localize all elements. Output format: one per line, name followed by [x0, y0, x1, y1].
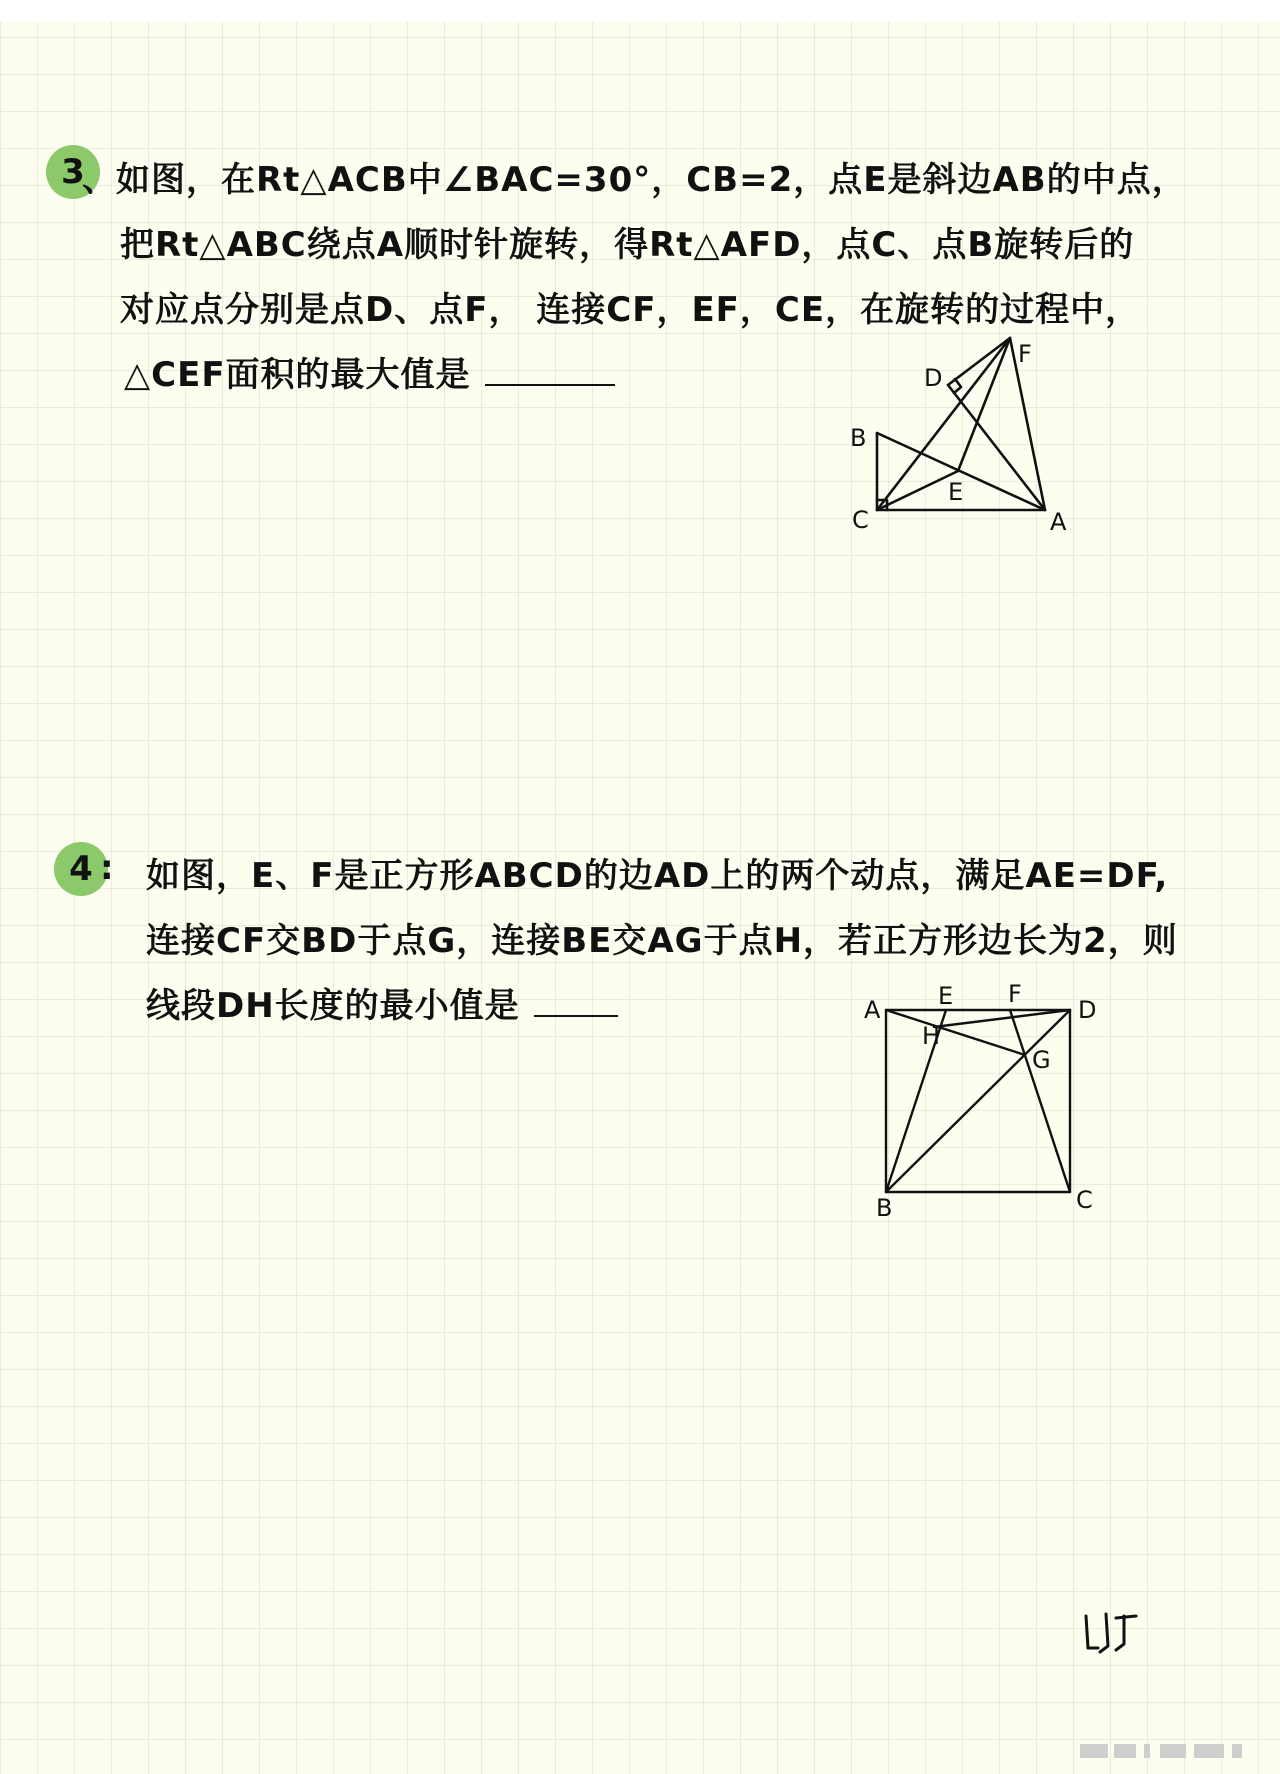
label-f: F	[1008, 980, 1022, 1008]
problem-number: 4	[69, 849, 93, 889]
figure-triangle-rotation	[840, 330, 1100, 560]
problem-number: 3	[61, 152, 85, 192]
problem-text-end: △CEF面积的最大值是	[124, 355, 471, 395]
label-e: E	[938, 982, 954, 1010]
page-top-edge	[0, 0, 1280, 22]
scan-artifact	[1114, 1744, 1136, 1758]
number-separator: 、	[82, 160, 116, 200]
label-a: A	[864, 996, 881, 1024]
label-d: D	[924, 364, 943, 392]
scan-artifact	[1232, 1744, 1242, 1758]
answer-blank[interactable]	[485, 382, 615, 386]
problem-text-line	[146, 978, 618, 1027]
label-f: F	[1018, 340, 1032, 368]
signature-mark-icon	[1080, 1608, 1144, 1658]
problem-text-end: 线段DH长度的最小值是	[146, 986, 520, 1026]
problem-text-line: 把Rt△ABC绕点A顺时针旋转，得Rt△AFD，点C、点B旋转后的	[120, 225, 1135, 265]
label-h: H	[922, 1022, 941, 1050]
problem-text-line: 对应点分别是点D、点F， 连接CF，EF，CE，在旋转的过程中，	[120, 290, 1141, 330]
problem-text-line: 连接CF交BD于点G，连接BE交AG于点H，若正方形边长为2，则	[146, 921, 1178, 961]
scan-artifact	[1160, 1744, 1186, 1758]
label-b: B	[876, 1194, 893, 1222]
segment-ag	[886, 1010, 1025, 1055]
label-d: D	[1078, 996, 1097, 1024]
segment-ce	[877, 471, 958, 510]
label-a: A	[1050, 508, 1067, 536]
label-e: E	[948, 478, 964, 506]
segment-bd	[886, 1010, 1070, 1192]
scan-artifact	[1194, 1744, 1224, 1758]
problem-text-line: 如图，E、F是正方形ABCD的边AD上的两个动点，满足AE=DF,	[146, 856, 1169, 896]
label-b: B	[850, 424, 867, 452]
problem-text-line: 如图，在Rt△ACB中∠BAC=30°，CB=2，点E是斜边AB的中点，	[116, 160, 1187, 200]
answer-blank[interactable]	[534, 1013, 618, 1017]
right-angle-d	[954, 379, 961, 393]
figure-square-abcd	[860, 980, 1120, 1220]
scan-artifact	[1080, 1744, 1108, 1758]
label-c: C	[1076, 1186, 1093, 1214]
segment-cf	[1010, 1010, 1070, 1192]
label-g: G	[1032, 1046, 1051, 1074]
problem-text-line	[124, 347, 615, 396]
segment-hd	[934, 1010, 1070, 1027]
number-separator: :	[100, 848, 114, 888]
label-c: C	[852, 506, 869, 534]
scan-artifact	[1144, 1744, 1150, 1758]
